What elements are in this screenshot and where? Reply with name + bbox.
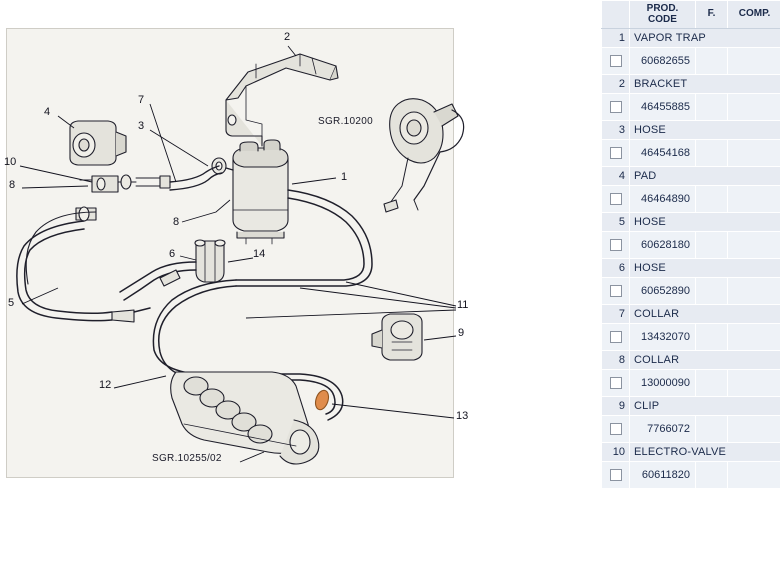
table-group-row [602, 259, 780, 278]
group-name: ELECTRO-VALVE [630, 443, 780, 462]
row-checkbox[interactable] [610, 377, 622, 389]
header-prod-code-line2: CODE [648, 13, 677, 25]
row-f [696, 462, 728, 489]
row-f [696, 278, 728, 305]
group-number: 10 [602, 443, 630, 462]
electro-valve-part [80, 175, 170, 192]
table-group-row [602, 29, 780, 48]
header-prod-code-line1: PROD. [646, 3, 679, 14]
callout-10: 10 [4, 156, 17, 168]
row-prod-code: 60628180 [630, 232, 696, 259]
row-prod-code: 60611820 [630, 462, 696, 489]
callout-1: 1 [341, 171, 348, 183]
row-checkbox-cell[interactable] [602, 48, 630, 75]
row-f [696, 94, 728, 121]
pad-part [70, 121, 126, 165]
group-number: 3 [602, 121, 630, 140]
table-row[interactable] [602, 94, 780, 121]
row-comp [728, 48, 780, 75]
group-number: 5 [602, 213, 630, 232]
parts-table-header-row [602, 1, 780, 29]
table-group-row [602, 397, 780, 416]
callout-8-secondary: 8 [173, 216, 180, 228]
row-prod-code: 7766072 [630, 416, 696, 443]
row-checkbox-cell[interactable] [602, 94, 630, 121]
table-row[interactable] [602, 324, 780, 351]
parts-table-head [602, 1, 780, 29]
table-group-row [602, 121, 780, 140]
row-f [696, 48, 728, 75]
row-comp [728, 232, 780, 259]
row-checkbox-cell[interactable] [602, 416, 630, 443]
table-row[interactable] [602, 416, 780, 443]
row-checkbox-cell[interactable] [602, 278, 630, 305]
row-checkbox[interactable] [610, 239, 622, 251]
clip-part [372, 314, 422, 360]
collar-left [76, 207, 96, 221]
group-name: VAPOR TRAP [630, 29, 780, 48]
table-group-row [602, 443, 780, 462]
throttle-component-top-right [384, 99, 464, 212]
group-number: 6 [602, 259, 630, 278]
header-prod-code [630, 1, 696, 29]
table-group-row [602, 305, 780, 324]
row-prod-code: 60682655 [630, 48, 696, 75]
row-checkbox-cell[interactable] [602, 140, 630, 167]
row-prod-code: 46455885 [630, 94, 696, 121]
intake-manifold [171, 372, 319, 464]
row-comp [728, 94, 780, 121]
table-row[interactable] [602, 48, 780, 75]
row-checkbox[interactable] [610, 285, 622, 297]
group-number: 7 [602, 305, 630, 324]
row-comp [728, 278, 780, 305]
callout-11: 11 [457, 299, 469, 311]
callout-2: 2 [284, 31, 291, 43]
table-group-row [602, 213, 780, 232]
row-f [696, 140, 728, 167]
row-comp [728, 370, 780, 397]
group-name: COLLAR [630, 351, 780, 370]
callout-14: 14 [253, 248, 266, 260]
row-checkbox[interactable] [610, 147, 622, 159]
row-checkbox[interactable] [610, 469, 622, 481]
row-checkbox-cell[interactable] [602, 324, 630, 351]
group-name: COLLAR [630, 305, 780, 324]
row-f [696, 416, 728, 443]
row-prod-code: 13432070 [630, 324, 696, 351]
parts-table-body [602, 29, 780, 489]
callout-13: 13 [456, 410, 469, 422]
callout-6: 6 [169, 248, 176, 260]
group-name: BRACKET [630, 75, 780, 94]
row-comp [728, 324, 780, 351]
table-row[interactable] [602, 186, 780, 213]
callout-8: 8 [9, 179, 16, 191]
row-prod-code: 46454168 [630, 140, 696, 167]
hose-branch-14 [195, 240, 225, 282]
group-name: HOSE [630, 121, 780, 140]
row-prod-code: 13000090 [630, 370, 696, 397]
row-f [696, 232, 728, 259]
callout-3: 3 [138, 120, 145, 132]
row-checkbox-cell[interactable] [602, 186, 630, 213]
group-number: 8 [602, 351, 630, 370]
group-number: 9 [602, 397, 630, 416]
row-comp [728, 416, 780, 443]
header-blank [602, 1, 630, 29]
reference-sgr-10255-02: SGR.10255/02 [152, 453, 222, 464]
row-comp [728, 140, 780, 167]
group-name: HOSE [630, 259, 780, 278]
callout-12: 12 [99, 379, 112, 391]
row-f [696, 324, 728, 351]
callout-9: 9 [458, 327, 465, 339]
row-checkbox-cell[interactable] [602, 232, 630, 259]
header-f: F. [696, 1, 728, 29]
row-f [696, 186, 728, 213]
row-prod-code: 46464890 [630, 186, 696, 213]
row-checkbox[interactable] [610, 55, 622, 67]
group-number: 2 [602, 75, 630, 94]
callout-7: 7 [138, 94, 145, 106]
row-checkbox-cell[interactable] [602, 462, 630, 489]
row-checkbox[interactable] [610, 193, 622, 205]
table-row[interactable] [602, 140, 780, 167]
row-comp [728, 186, 780, 213]
vapor-trap-body [233, 140, 288, 244]
row-checkbox[interactable] [610, 331, 622, 343]
table-group-row [602, 75, 780, 94]
parts-table-pane [600, 0, 780, 587]
header-comp: COMP. [728, 1, 780, 29]
row-f [696, 370, 728, 397]
table-row[interactable] [602, 370, 780, 397]
parts-table [601, 0, 780, 489]
table-group-row [602, 167, 780, 186]
callout-4: 4 [44, 106, 51, 118]
row-prod-code: 60652890 [630, 278, 696, 305]
callout-5: 5 [8, 297, 15, 309]
group-number: 4 [602, 167, 630, 186]
row-comp [728, 462, 780, 489]
row-checkbox[interactable] [610, 101, 622, 113]
group-name: PAD [630, 167, 780, 186]
table-row[interactable] [602, 278, 780, 305]
group-name: HOSE [630, 213, 780, 232]
row-checkbox[interactable] [610, 423, 622, 435]
bracket-part [226, 54, 338, 146]
table-row[interactable] [602, 232, 780, 259]
table-row[interactable] [602, 462, 780, 489]
group-name: CLIP [630, 397, 780, 416]
reference-sgr-10200: SGR.10200 [318, 116, 373, 127]
row-checkbox-cell[interactable] [602, 370, 630, 397]
group-number: 1 [602, 29, 630, 48]
table-group-row [602, 351, 780, 370]
